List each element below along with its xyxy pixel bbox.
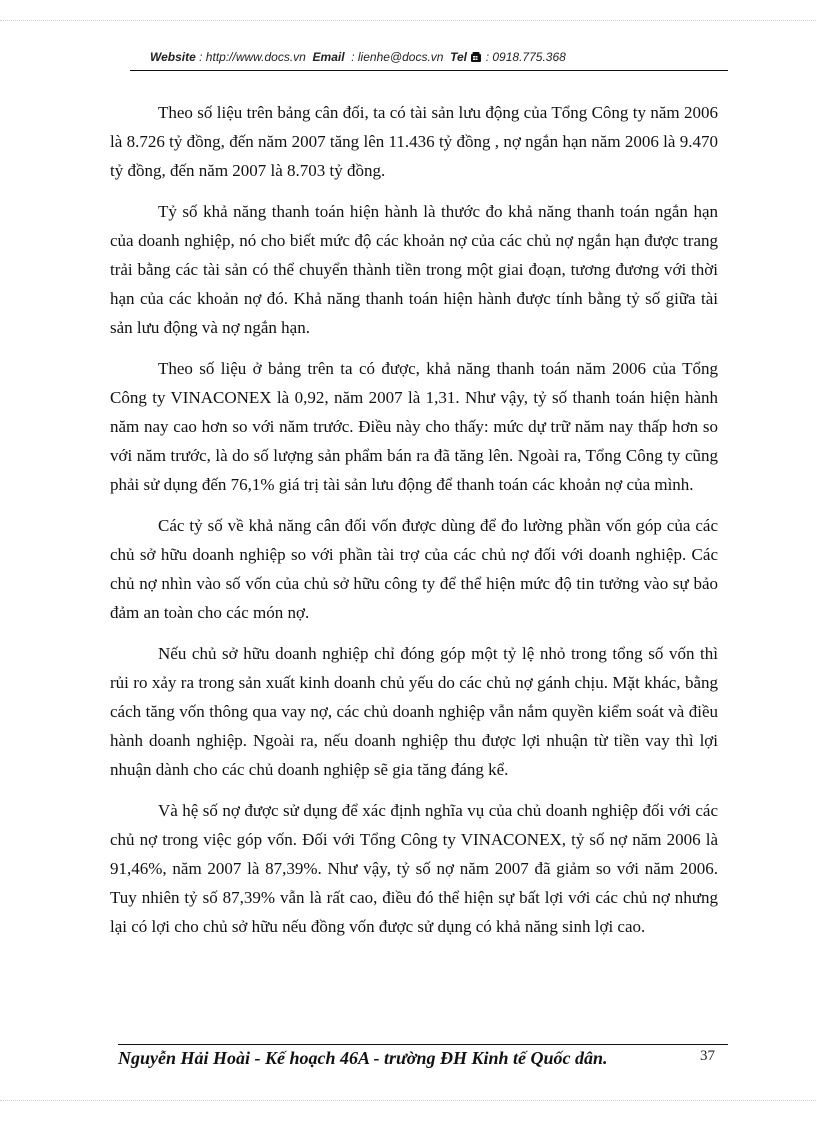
- tel-value: : 0918.775.368: [485, 50, 566, 64]
- paragraph: Theo số liệu trên bảng cân đối, ta có tài sản lưu động của Tổng Công ty năm 2006 là 8.726 tỷ đồng, đến năm 2007 tăng lên 11.436 tỷ đồng , nợ ngắn hạn năm 2006 là 9.470 tỷ đồng, đến năm 2007 là 8.703 tỷ đồng.: [110, 103, 718, 180]
- paragraph: Tỷ số khả năng thanh toán hiện hành là thước đo khả năng thanh toán ngắn hạn của doanh nghiệp, nó cho biết mức độ các khoản nợ của các chủ nợ ngắn hạn được trang trải bằng các tài sản có thể chuyển thành tiền trong một giai đoạn, tương đương với thời hạn của các khoản nợ đó. Khả năng thanh toán hiện hành được tính bằng tỷ số giữa tài sản lưu động và nợ ngắn hạn.: [110, 202, 718, 337]
- email-value: : lienhe@docs.vn: [351, 50, 444, 64]
- header-rule: [130, 70, 728, 71]
- paragraph: Nếu chủ sở hữu doanh nghiệp chỉ đóng góp một tỷ lệ nhỏ trong tổng số vốn thì rủi ro xảy ra trong sản xuất kinh doanh chủ yếu do các chủ nợ gánh chịu. Mặt khác, bằng cách tăng vốn thông qua vay nợ, các chủ doanh nghiệp vẫn nắm quyền kiểm soát và điều hành doanh nghiệp. Ngoài ra, nếu doanh nghiệp thu được lợi nhuận từ tiền vay thì lợi nhuận dành cho các chủ doanh nghiệp sẽ gia tăng đáng kể.: [110, 644, 718, 779]
- footer-rule: [118, 1044, 728, 1045]
- paragraph: Các tỷ số về khả năng cân đối vốn được dùng để đo lường phần vốn góp của các chủ sở hữu doanh nghiệp so với phần tài trợ của các chủ nợ đối với doanh nghiệp. Các chủ nợ nhìn vào số vốn của chủ sở hữu công ty để thể hiện mức độ tin tưởng vào sự bảo đảm an toàn cho các món nợ.: [110, 516, 718, 622]
- page-header: [150, 50, 710, 66]
- website-value: : http://www.docs.vn: [199, 50, 306, 64]
- paragraph: Theo số liệu ở bảng trên ta có được, khả năng thanh toán năm 2006 của Tổng Công ty VINACONEX là 0,92, năm 2007 là 1,31. Như vậy, tỷ số thanh toán hiện hành năm nay cao hơn so với năm trước. Điều này cho thấy: mức dự trữ năm nay thấp hơn so với năm trước, là do số lượng sản phẩm bán ra đã tăng lên. Ngoài ra, Tổng Công ty cũng phải sử dụng đến 76,1% giá trị tài sản lưu động để thanh toán các khoản nợ của mình.: [110, 359, 718, 494]
- paragraph: Và hệ số nợ được sử dụng để xác định nghĩa vụ của chủ doanh nghiệp đối với các chủ nợ trong việc góp vốn. Đối với Tổng Công ty VINACONEX, tỷ số nợ năm 2006 là 91,46%, năm 2007 là 87,39%. Như vậy, tỷ số nợ năm 2007 đã giảm so với năm 2006. Tuy nhiên tỷ số 87,39% vẫn là rất cao, điều đó thể hiện sự bất lợi với các chủ nợ nhưng lại có lợi cho chủ sở hữu nếu đồng vốn được sử dụng có khả năng sinh lợi cao.: [110, 801, 718, 936]
- footer-author-line: Nguyễn Hải Hoài - Kế hoạch 46A - trường ĐH Kinh tế Quốc dân.: [118, 1048, 608, 1068]
- page-number: 37: [700, 1048, 715, 1064]
- email-label: Email: [312, 50, 345, 64]
- document-body: [110, 98, 718, 953]
- tel-label: Tel: [450, 50, 468, 64]
- page-bottom-guide: [0, 1100, 816, 1101]
- page-top-guide: [0, 20, 816, 21]
- phone-icon: [470, 51, 482, 66]
- website-label: Website: [150, 50, 196, 64]
